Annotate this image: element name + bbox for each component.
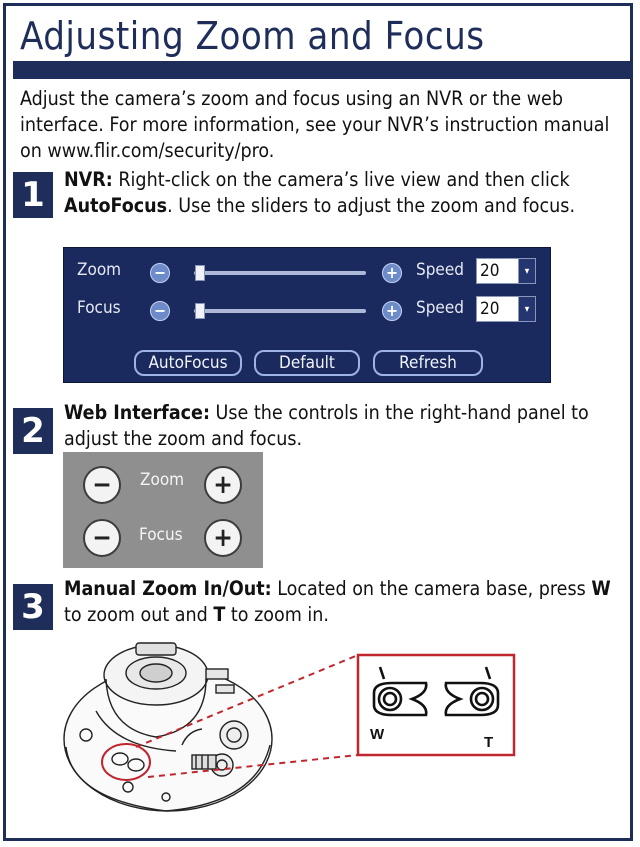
step-3-heading: Manual Zoom In/Out:: [64, 577, 272, 600]
step-3-text: Manual Zoom In/Out: Located on the camera base, press W to zoom out and T to zoom in.: [64, 577, 611, 626]
step-3-number: 3: [13, 584, 53, 630]
nvr-focus-label: Focus: [77, 298, 121, 318]
nvr-zoom-label: Zoom: [77, 260, 122, 280]
step-1-number: 1: [13, 172, 53, 218]
web-zoom-out-button[interactable]: −: [83, 466, 121, 504]
chevron-down-icon[interactable]: ▾: [518, 259, 535, 283]
refresh-button[interactable]: Refresh: [373, 350, 483, 376]
t-button-label: T: [484, 734, 494, 751]
step-2-heading: Web Interface:: [64, 401, 210, 424]
web-ptz-panel: [63, 452, 263, 568]
nvr-zoom-plus-button[interactable]: +: [382, 263, 402, 283]
step-2-text: Web Interface: Use the controls in the right-hand panel to adjust the zoom and focus.: [64, 401, 589, 450]
nvr-focus-slider-track[interactable]: [194, 309, 366, 313]
web-zoom-label: Zoom: [140, 470, 185, 490]
nvr-ptz-panel: [63, 247, 551, 383]
nvr-zoom-slider-track[interactable]: [194, 271, 366, 275]
nvr-focus-slider-thumb[interactable]: [195, 303, 205, 319]
intro-paragraph: Adjust the camera’s zoom and focus using an NVR or the web interface. For more information, see your NVR’s instruction manual on www.flir.com/security/pro.: [20, 87, 610, 162]
page-title: Adjusting Zoom and Focus: [20, 14, 485, 58]
nvr-focus-minus-button[interactable]: −: [150, 301, 170, 321]
nvr-zoom-speed-value: 20: [480, 261, 500, 281]
step-2-number: 2: [13, 408, 53, 454]
camera-base-illustration: [56, 627, 526, 817]
nvr-zoom-minus-button[interactable]: −: [150, 263, 170, 283]
web-zoom-in-button[interactable]: +: [204, 466, 242, 504]
w-button-label: W: [370, 726, 385, 743]
title-underline-bar: [13, 61, 630, 79]
nvr-zoom-slider-thumb[interactable]: [195, 265, 205, 281]
default-button[interactable]: Default: [254, 350, 360, 376]
web-focus-plus-button[interactable]: +: [204, 519, 242, 557]
nvr-zoom-speed-select[interactable]: [476, 258, 536, 284]
nvr-focus-speed-select[interactable]: [476, 296, 536, 322]
web-focus-label: Focus: [139, 525, 183, 545]
nvr-focus-speed-label: Speed: [416, 298, 464, 318]
step-1-heading: NVR:: [64, 168, 113, 191]
nvr-focus-plus-button[interactable]: +: [382, 301, 402, 321]
nvr-zoom-speed-label: Speed: [416, 260, 464, 280]
autofocus-button[interactable]: AutoFocus: [134, 350, 242, 376]
step-1-text: NVR: Right-click on the camera’s live view and then click AutoFocus. Use the sliders to adjust the zoom and focus.: [64, 168, 576, 217]
chevron-down-icon[interactable]: ▾: [518, 297, 535, 321]
web-focus-minus-button[interactable]: −: [83, 519, 121, 557]
nvr-focus-speed-value: 20: [480, 299, 500, 319]
